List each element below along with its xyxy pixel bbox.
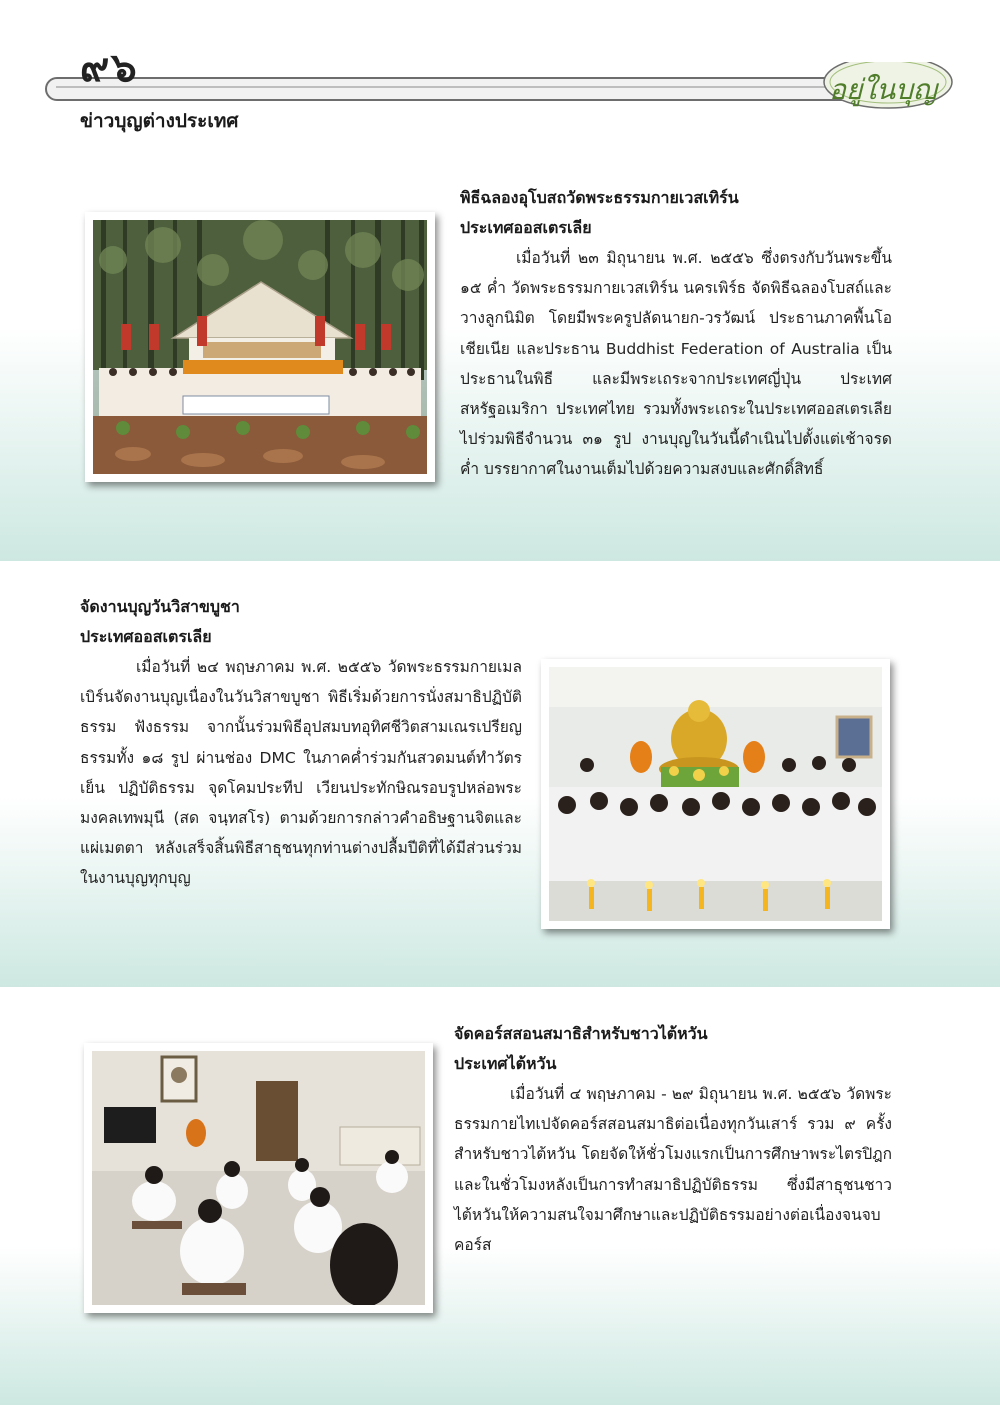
photo-ubosot-ceremony (85, 212, 435, 482)
photo-taiwan-meditation (84, 1043, 433, 1313)
photo-ubosot-image (93, 220, 427, 474)
magazine-logo: อยู่ในบุญ (829, 73, 937, 106)
band-divider (0, 987, 1000, 990)
article-title: จัดงานบุญวันวิสาขบูชา (80, 597, 240, 616)
article-body: เมื่อวันที่ ๔ พฤษภาคม - ๒๙ มิถุนายน พ.ศ. ๒๕๕๖ วัดพระธรรมกายไทเปจัดคอร์สสอนสมาธิต่อเนื่องทุกวันเสาร์ รวม ๙ ครั้ง สำหรับชาวไต้หวัน โดยจัดให้ชั่วโมงแรกเป็นการศึกษาพระไตรปิฎกและในชั่วโมงหลังเป็นการทำสมาธิปฏิบัติธรรม ซึ่งมีสาธุชนชาวไต้หวันให้ความสนใจมาศึกษาและปฏิบัติธรรมอย่างต่อเนื่องจนจบคอร์ส (454, 1085, 892, 1255)
article-taiwan (454, 1019, 892, 1260)
section-title: ข่าวบุญต่างประเทศ (80, 110, 239, 132)
article-body: เมื่อวันที่ ๒๔ พฤษภาคม พ.ศ. ๒๕๕๖ วัดพระธรรมกายเมลเบิร์นจัดงานบุญเนื่องในวันวิสาขบูชา พิธีเริ่มด้วยการนั่งสมาธิปฏิบัติธรรม ฟังธรรม จากนั้นร่วมพิธีอุปสมบทอุทิศชีวิตสามเณรเปรียญธรรมทั้ง ๑๘ รูป ผ่านช่อง DMC ในภาคค่ำร่วมกันสวดมนต์ทำวัตรเย็น ปฏิบัติธรรม จุดโคมประทีป เวียนประทักษิณรอบรูปหล่อพระมงคลเทพมุนี (สด จนฺทสโร) ตามด้วยการกล่าวคำอธิษฐานจิตและแผ่เมตตา หลังเสร็จสิ้นพิธีสาธุชนทุกท่านต่างปลื้มปีติที่ได้มีส่วนร่วมในงานบุญทุกบุญ (80, 658, 522, 888)
photo-visakha-ceremony (541, 659, 890, 929)
article-title: จัดคอร์สสอนสมาธิสำหรับชาวไต้หวัน (454, 1024, 708, 1043)
article-body: เมื่อวันที่ ๒๓ มิถุนายน พ.ศ. ๒๕๕๖ ซึ่งตรงกับวันพระขึ้น ๑๕ ค่ำ วัดพระธรรมกายเวสเทิร์น นครเพิร์ธ จัดพิธีฉลองโบสถ์และวางลูกนิมิต โดยมีพระครูปลัดนายก-วรวัฒน์ ประธานภาคพื้นโอเชียเนีย และประธาน Buddhist Federation of Australia เป็นประธานในพิธี และมีพระเถระจากประเทศญี่ปุ่น ประเทศสหรัฐอเมริกา ประเทศไทย รวมทั้งพระเถระในประเทศออสเตรเลียไปร่วมพิธีจำนวน ๓๑ รูป งานบุญในวันนี้ดำเนินไปตั้งแต่เช้าจรดค่ำ บรรยากาศในงานเต็มไปด้วยความสงบและศักดิ์สิทธิ์ (460, 249, 892, 479)
article-country: ประเทศไต้หวัน (454, 1054, 557, 1073)
page-number: ๙๖ (80, 44, 139, 91)
band-divider (0, 561, 1000, 564)
article-country: ประเทศออสเตรเลีย (80, 627, 212, 646)
article-country: ประเทศออสเตรเลีย (460, 218, 592, 237)
article-visakha (80, 592, 522, 894)
article-title: พิธีฉลองอุโบสถวัดพระธรรมกายเวสเทิร์น (460, 188, 739, 207)
photo-taiwan-image (92, 1051, 425, 1305)
article-ubosot (460, 183, 892, 485)
photo-visakha-image (549, 667, 882, 921)
